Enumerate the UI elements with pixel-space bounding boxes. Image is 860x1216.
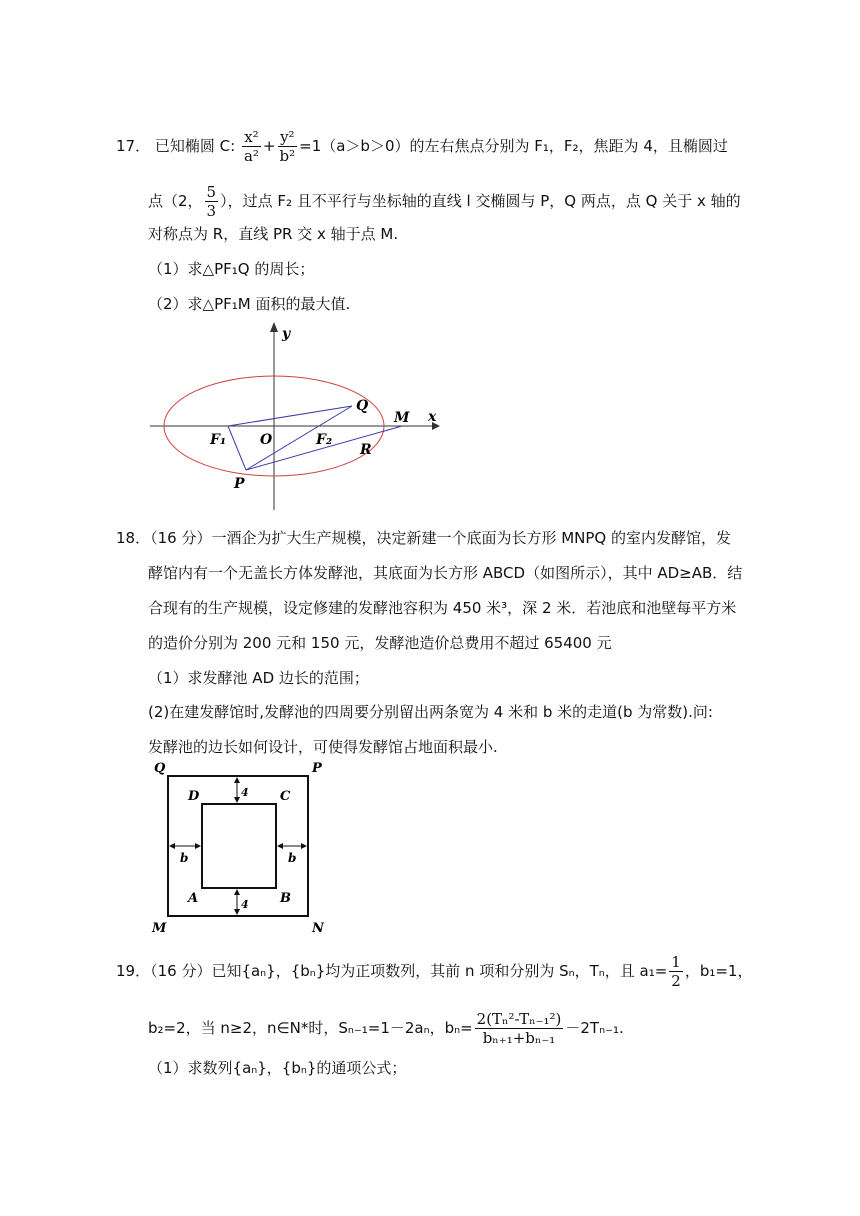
- q19-line2: [148, 1010, 624, 1047]
- frac-num: 1: [671, 953, 681, 971]
- q17-line2-prefix: 点（2，: [148, 192, 203, 210]
- q19-part1: （1）求数列{aₙ}，{bₙ}的通项公式；: [148, 1059, 407, 1077]
- q17-number: 17．: [116, 137, 151, 155]
- label-O: O: [260, 432, 273, 448]
- line-f1-q: [228, 406, 352, 426]
- frac-num: 2(Tₙ²-Tₙ₋₁²): [476, 1010, 562, 1028]
- ellipse-x-fraction: [242, 128, 261, 165]
- point-fraction: [205, 183, 219, 220]
- a1-fraction: [669, 953, 683, 990]
- arrow-up-icon: [234, 889, 240, 895]
- frac-num: x²: [244, 128, 259, 146]
- eq-plus: +: [262, 137, 276, 155]
- label-bottom-4: 4: [241, 898, 249, 911]
- q19-line1-suffix: ，b₁=1，: [684, 962, 753, 980]
- fermentation-figure: [150, 758, 330, 938]
- ellipse-figure: [140, 318, 450, 518]
- label-P: P: [312, 761, 322, 776]
- frac-den: bₙ₊₁+bₙ₋₁: [482, 1029, 556, 1047]
- frac-num: 5: [206, 183, 217, 201]
- label-Q: Q: [154, 761, 166, 776]
- q17-line1: [116, 128, 728, 165]
- q19-line1-prefix: 19．（16 分）已知{aₙ}，{bₙ}均为正项数列，其前 n 项和分别为 Sₙ，Tₙ，且 a₁=: [116, 962, 668, 980]
- label-left-b: b: [180, 851, 189, 865]
- label-N: N: [312, 921, 324, 936]
- q18-line3: 合现有的生产规模，设定修建的发酵池容积为 450 米³，深 2 米．若池底和池壁每平方米: [148, 599, 737, 617]
- label-y: y: [282, 326, 291, 342]
- label-R: R: [360, 442, 372, 458]
- arrow-up-icon: [234, 777, 240, 783]
- line-f1-p: [228, 426, 246, 470]
- label-x: x: [428, 409, 437, 425]
- arrow-right-icon: [301, 843, 307, 849]
- q17-line1-prefix: 已知椭圆 C:: [154, 137, 236, 155]
- q17-part2: （2）求△PF₁M 面积的最大值.: [148, 295, 351, 313]
- q18-part1: （1）求发酵池 AD 边长的范围；: [148, 669, 369, 687]
- q17-line2: [148, 183, 741, 220]
- q18-part2b: 发酵池的边长如何设计，可使得发酵馆占地面积最小.: [148, 738, 498, 756]
- label-B: B: [280, 891, 291, 906]
- arrow-left-icon: [169, 843, 175, 849]
- q17-line1-rhs: =1（a＞b＞0）的左右焦点分别为 F₁，F₂，焦距为 4，且椭圆过: [299, 137, 728, 155]
- arrow-right-icon: [195, 843, 201, 849]
- label-C: C: [280, 789, 291, 804]
- bn-fraction: [475, 1010, 564, 1047]
- label-A: A: [188, 891, 199, 906]
- q18-line2: 酵馆内有一个无盖长方体发酵池，其底面为长方形 ABCD（如图所示），其中 AD≥AB．结: [148, 564, 743, 582]
- label-D: D: [188, 789, 200, 804]
- frac-den: 3: [206, 202, 217, 220]
- arrow-left-icon: [277, 843, 283, 849]
- ellipse-y-fraction: [278, 128, 298, 165]
- label-P: P: [234, 476, 245, 492]
- q19-line1: [116, 953, 752, 990]
- label-M: M: [152, 921, 167, 936]
- label-F1: F₁: [210, 432, 227, 448]
- label-F2: F₂: [316, 432, 333, 448]
- frac-den: a²: [243, 147, 259, 165]
- inner-rect-abcd: [202, 804, 276, 888]
- frac-num: y²: [280, 128, 295, 146]
- arrow-down-icon: [234, 797, 240, 803]
- frac-den: 2: [671, 972, 681, 990]
- q18-line1: 18．（16 分）一酒企为扩大生产规模，决定新建一个底面为长方形 MNPQ 的室内发酵馆，发: [116, 529, 731, 547]
- y-axis-arrow-icon: [270, 322, 278, 332]
- q17-line2-suffix: ），过点 F₂ 且不平行与坐标轴的直线 l 交椭圆与 P，Q 两点，点 Q 关于 x 轴的: [220, 192, 741, 210]
- label-right-b: b: [288, 851, 297, 865]
- q19-line2-suffix: －2Tₙ₋₁.: [565, 1019, 624, 1037]
- q18-line4: 的造价分别为 200 元和 150 元，发酵池造价总费用不超过 65400 元: [148, 634, 612, 652]
- q17-line3: 对称点为 R，直线 PR 交 x 轴于点 M.: [148, 225, 399, 243]
- label-top-4: 4: [241, 786, 249, 799]
- q18-part2: (2)在建发酵馆时,发酵池的四周要分别留出两条宽为 4 米和 b 米的走道(b 为常数).问:: [148, 703, 713, 721]
- frac-den: b²: [279, 147, 296, 165]
- q17-part1: （1）求△PF₁Q 的周长；: [148, 260, 315, 278]
- label-M: M: [394, 410, 410, 426]
- q19-line2-prefix: b₂=2，当 n≥2，n∈N*时，Sₙ₋₁=1－2aₙ，bₙ=: [148, 1019, 473, 1037]
- arrow-down-icon: [234, 909, 240, 915]
- label-Q: Q: [356, 398, 369, 414]
